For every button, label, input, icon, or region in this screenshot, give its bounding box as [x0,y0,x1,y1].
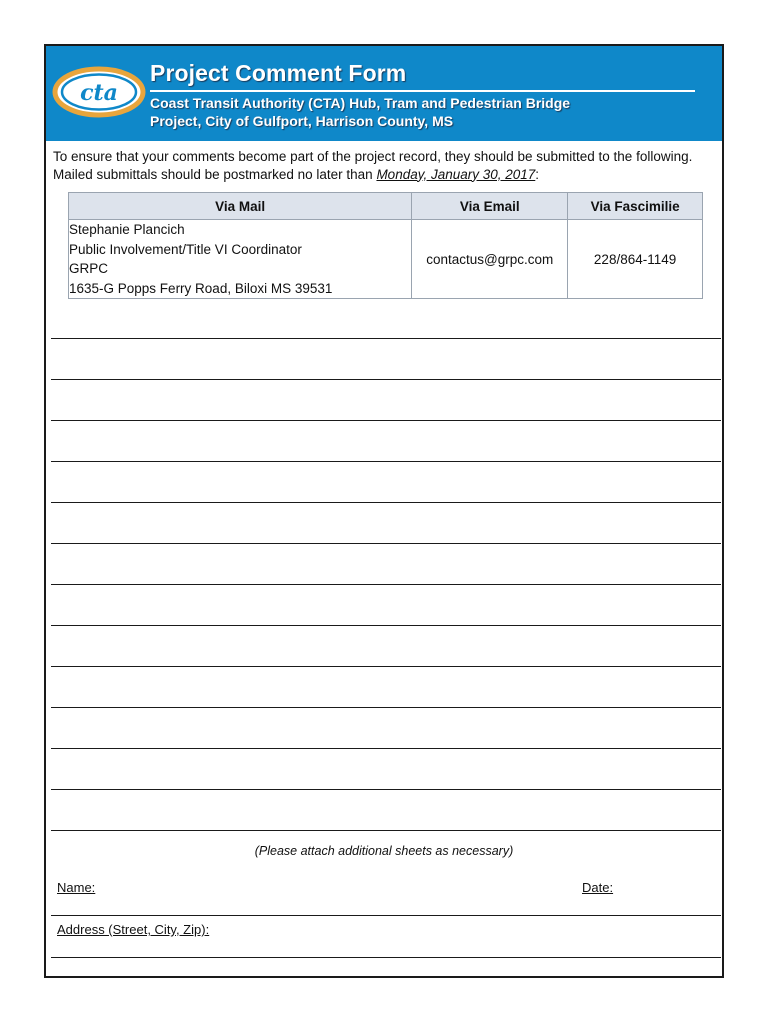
comment-line[interactable] [51,789,721,790]
comment-line[interactable] [51,338,721,339]
page-title: Project Comment Form [150,60,407,86]
header-via-email: Via Email [412,193,568,220]
address-line[interactable] [51,957,721,958]
comment-line[interactable] [51,666,721,667]
subtitle-line-2: Project, City of Gulfport, Harrison County, MS [150,113,454,129]
name-label: Name: [57,880,96,895]
header-banner [46,46,722,141]
table-header-row [69,193,703,220]
comment-line[interactable] [51,584,721,585]
table-row [69,220,703,299]
submission-contacts-table [68,192,703,299]
mail-address-cell [69,220,412,299]
intro-text: To ensure that your comments become part of the project record, they should be submitted to the following. Mailed submittals should be postmarked no later than [53,149,693,182]
title-underline [150,90,695,92]
contact-name: Stephanie Plancich [69,222,185,237]
comment-line[interactable] [51,543,721,544]
header-via-mail: Via Mail [69,193,412,220]
comment-line[interactable] [51,748,721,749]
deadline-date: Monday, January 30, 2017 [376,166,536,182]
comment-line[interactable] [51,420,721,421]
subtitle-line-1: Coast Transit Authority (CTA) Hub, Tram and Pedestrian Bridge [150,95,571,111]
page-subtitle [150,94,570,130]
header-via-fax: Via Fascimilie [568,193,703,220]
intro-colon: : [535,166,540,182]
comment-form-page [44,44,724,978]
comment-line[interactable] [51,625,721,626]
comment-line[interactable] [51,830,721,831]
attach-note: (Please attach additional sheets as necessary) [254,844,514,858]
contact-street: 1635-G Popps Ferry Road, Biloxi MS 39531 [69,280,333,296]
comment-line[interactable] [51,461,721,462]
logo-text: cta [80,80,118,106]
contact-title: Public Involvement/Title VI Coordinator [69,241,302,257]
fax-cell: 228/864-1149 [568,220,703,299]
intro-paragraph [53,148,703,183]
email-cell[interactable]: contactus@grpc.com [412,220,568,299]
address-label: Address (Street, City, Zip): [57,922,210,937]
comment-line[interactable] [51,502,721,503]
name-date-line[interactable] [51,915,721,916]
date-label: Date: [582,880,614,895]
contact-org: GRPC [69,261,109,276]
comment-line[interactable] [51,707,721,708]
comment-line[interactable] [51,379,721,380]
cta-logo [52,66,146,118]
